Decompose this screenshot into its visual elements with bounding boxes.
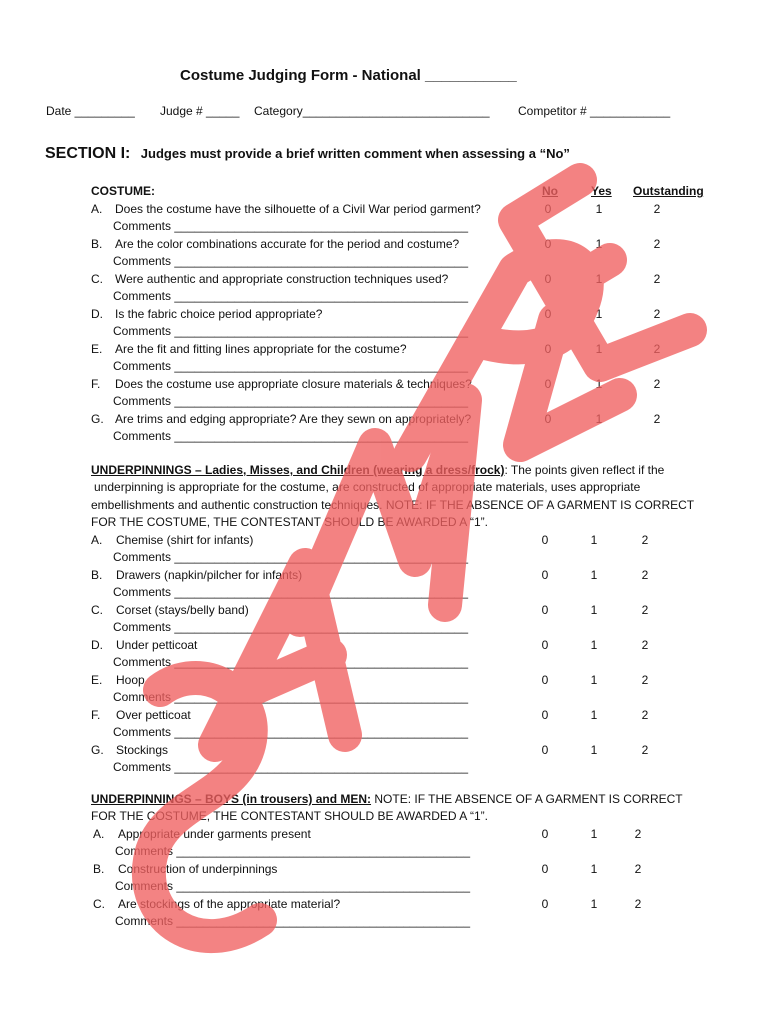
item-letter: A. <box>91 533 103 547</box>
item-question: Is the fabric choice period appropriate? <box>115 307 323 321</box>
boys-heading: UNDERPINNINGS – BOYS (in trousers) and MEN: <box>91 792 372 806</box>
score-outstanding[interactable]: 2 <box>634 827 642 841</box>
item-question: Does the costume have the silhouette of a Civil War period garment? <box>115 202 481 216</box>
item-question: Under petticoat <box>116 638 198 652</box>
boys-note-2: FOR THE COSTUME, THE CONTESTANT SHOULD BE AWARDED A “1”. <box>91 809 488 823</box>
section-heading <box>45 145 570 163</box>
item-question: Hoop <box>116 673 145 687</box>
score-outstanding[interactable]: 2 <box>653 377 661 391</box>
costume-heading: COSTUME: <box>91 184 155 198</box>
score-yes[interactable]: 1 <box>590 897 598 911</box>
item-letter: C. <box>91 603 103 617</box>
score-no[interactable]: 0 <box>544 202 552 216</box>
item-letter: C. <box>93 897 105 911</box>
comments-field[interactable]: Comments ____________________________________________ <box>113 620 468 634</box>
column-yes: Yes <box>591 184 612 198</box>
score-no[interactable]: 0 <box>544 272 552 286</box>
score-yes[interactable]: 1 <box>595 272 603 286</box>
comments-field[interactable]: Comments ____________________________________________ <box>113 219 468 233</box>
item-question: Were authentic and appropriate construction techniques used? <box>115 272 449 286</box>
score-outstanding[interactable]: 2 <box>641 638 649 652</box>
judge-number-field[interactable]: Judge # _____ <box>160 104 240 118</box>
item-letter: A. <box>93 827 105 841</box>
comments-field[interactable]: Comments ____________________________________________ <box>113 394 468 408</box>
form-title: Costume Judging Form - National ___________ <box>180 67 517 84</box>
score-no[interactable]: 0 <box>544 307 552 321</box>
item-question: Are trims and edging appropriate? Are they sewn on appropriately? <box>115 412 472 426</box>
item-letter: B. <box>91 568 103 582</box>
score-yes[interactable]: 1 <box>590 638 598 652</box>
score-no[interactable]: 0 <box>541 708 549 722</box>
date-field[interactable]: Date _________ <box>46 104 135 118</box>
score-outstanding[interactable]: 2 <box>653 342 661 356</box>
score-outstanding[interactable]: 2 <box>653 237 661 251</box>
item-letter: C. <box>91 272 103 286</box>
score-no[interactable]: 0 <box>541 743 549 757</box>
score-no[interactable]: 0 <box>541 897 549 911</box>
score-yes[interactable]: 1 <box>595 412 603 426</box>
item-question: Are the fit and fitting lines appropriate for the costume? <box>115 342 407 356</box>
score-outstanding[interactable]: 2 <box>653 412 661 426</box>
boys-heading-line <box>91 792 683 806</box>
comments-field[interactable]: Comments ____________________________________________ <box>113 655 468 669</box>
score-yes[interactable]: 1 <box>595 307 603 321</box>
item-letter: B. <box>91 237 103 251</box>
ladies-heading-line <box>91 463 664 477</box>
item-question: Does the costume use appropriate closure materials & techniques? <box>115 377 472 391</box>
section-instruction: Judges must provide a brief written comment when assessing a “No” <box>140 146 570 161</box>
item-letter: F. <box>91 377 101 391</box>
item-question: Drawers (napkin/pilcher for infants) <box>116 568 303 582</box>
score-no[interactable]: 0 <box>541 827 549 841</box>
item-question: Stockings <box>116 743 169 757</box>
score-yes[interactable]: 1 <box>590 743 598 757</box>
comments-field[interactable]: Comments ____________________________________________ <box>113 690 468 704</box>
item-letter: G. <box>91 412 104 426</box>
score-no[interactable]: 0 <box>544 377 552 391</box>
item-letter: D. <box>91 307 103 321</box>
score-outstanding[interactable]: 2 <box>641 743 649 757</box>
comments-field[interactable]: Comments ____________________________________________ <box>113 550 468 564</box>
comments-field[interactable]: Comments ____________________________________________ <box>113 324 468 338</box>
score-no[interactable]: 0 <box>544 237 552 251</box>
score-no[interactable]: 0 <box>541 638 549 652</box>
score-outstanding[interactable]: 2 <box>634 862 642 876</box>
score-yes[interactable]: 1 <box>590 708 598 722</box>
score-outstanding[interactable]: 2 <box>653 202 661 216</box>
comments-field[interactable]: Comments ____________________________________________ <box>115 844 470 858</box>
score-outstanding[interactable]: 2 <box>653 307 661 321</box>
score-outstanding[interactable]: 2 <box>641 603 649 617</box>
score-outstanding[interactable]: 2 <box>641 673 649 687</box>
item-question: Construction of underpinnings <box>118 862 278 876</box>
comments-field[interactable]: Comments ____________________________________________ <box>113 585 468 599</box>
score-yes[interactable]: 1 <box>595 237 603 251</box>
item-letter: A. <box>91 202 103 216</box>
item-question: Appropriate under garments present <box>118 827 311 841</box>
item-letter: E. <box>91 342 103 356</box>
score-outstanding[interactable]: 2 <box>641 533 649 547</box>
item-question: Are stockings of the appropriate material? <box>118 897 341 911</box>
comments-field[interactable]: Comments ____________________________________________ <box>115 914 470 928</box>
ladies-intro-2: underpinning is appropriate for the costume, are constructed of appropriate materials, uses appropriate <box>94 480 641 494</box>
score-yes[interactable]: 1 <box>590 568 598 582</box>
score-yes[interactable]: 1 <box>590 603 598 617</box>
ladies-intro-3: embellishments and authentic construction techniques. NOTE: IF THE ABSENCE OF A GARMENT IS CORRECT <box>91 498 695 512</box>
comments-field[interactable]: Comments ____________________________________________ <box>115 879 470 893</box>
item-letter: B. <box>93 862 105 876</box>
score-outstanding[interactable]: 2 <box>641 568 649 582</box>
ladies-intro-4: FOR THE COSTUME, THE CONTESTANT SHOULD BE AWARDED A “1”. <box>91 515 488 529</box>
score-no[interactable]: 0 <box>544 412 552 426</box>
item-letter: E. <box>91 673 103 687</box>
score-yes[interactable]: 1 <box>595 202 603 216</box>
competitor-number-field[interactable]: Competitor # ____________ <box>518 104 671 118</box>
category-field[interactable]: Category____________________________ <box>254 104 490 118</box>
item-question: Are the color combinations accurate for the period and costume? <box>115 237 460 251</box>
item-question: Corset (stays/belly band) <box>116 603 249 617</box>
ladies-intro: : The points given reflect if the <box>504 463 665 477</box>
score-outstanding[interactable]: 2 <box>653 272 661 286</box>
item-letter: D. <box>91 638 103 652</box>
section-label: SECTION I: <box>45 145 131 162</box>
score-no[interactable]: 0 <box>541 862 549 876</box>
score-no[interactable]: 0 <box>544 342 552 356</box>
item-letter: F. <box>91 708 101 722</box>
score-no[interactable]: 0 <box>541 673 549 687</box>
comments-field[interactable]: Comments ____________________________________________ <box>113 760 468 774</box>
score-yes[interactable]: 1 <box>590 673 598 687</box>
score-yes[interactable]: 1 <box>590 827 598 841</box>
comments-field[interactable]: Comments ____________________________________________ <box>113 254 468 268</box>
score-no[interactable]: 0 <box>541 568 549 582</box>
boys-note: NOTE: IF THE ABSENCE OF A GARMENT IS CORRECT <box>371 792 683 806</box>
column-outstanding: Outstanding <box>633 184 704 198</box>
item-question: Over petticoat <box>116 708 191 722</box>
score-outstanding[interactable]: 2 <box>634 897 642 911</box>
score-yes[interactable]: 1 <box>590 862 598 876</box>
score-yes[interactable]: 1 <box>595 377 603 391</box>
score-yes[interactable]: 1 <box>590 533 598 547</box>
comments-field[interactable]: Comments ____________________________________________ <box>113 289 468 303</box>
comments-field[interactable]: Comments ____________________________________________ <box>113 359 468 373</box>
column-no: No <box>542 184 558 198</box>
item-question: Chemise (shirt for infants) <box>116 533 254 547</box>
score-no[interactable]: 0 <box>541 603 549 617</box>
comments-field[interactable]: Comments ____________________________________________ <box>113 725 468 739</box>
score-no[interactable]: 0 <box>541 533 549 547</box>
ladies-heading: UNDERPINNINGS – Ladies, Misses, and Children (wearing a dress/frock) <box>91 463 505 477</box>
score-outstanding[interactable]: 2 <box>641 708 649 722</box>
comments-field[interactable]: Comments ____________________________________________ <box>113 429 468 443</box>
item-letter: G. <box>91 743 104 757</box>
score-yes[interactable]: 1 <box>595 342 603 356</box>
